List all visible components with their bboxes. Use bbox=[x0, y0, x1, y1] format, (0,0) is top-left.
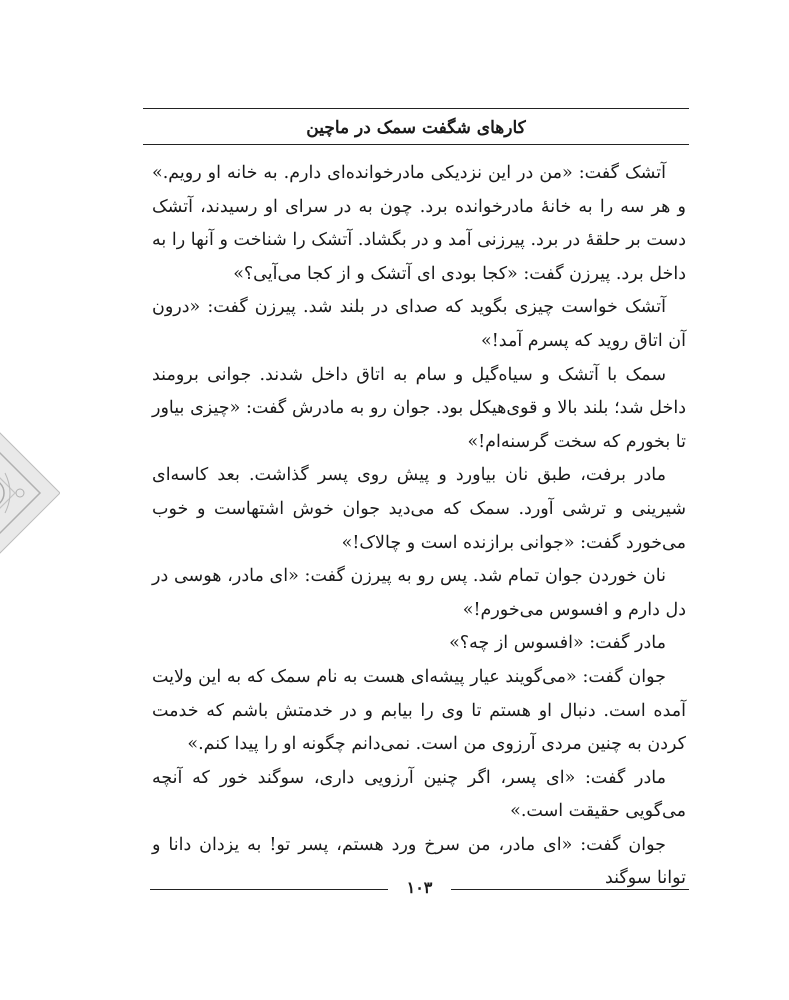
paragraph: مادر برفت، طبق نان بیاورد و پیش روی پسر گذاشت. بعد کاسه‌ای شیرینی و ترشی آورد. سمک که می‌دید جوان خوش اشتهاست و خوب می‌خورد گفت: «جوانی برازنده است و چالاک!» bbox=[152, 465, 686, 553]
header-bottom-rule bbox=[143, 144, 689, 145]
footer-right-rule bbox=[451, 889, 689, 890]
footer-left-rule bbox=[150, 889, 388, 890]
page-footer bbox=[150, 878, 689, 900]
body-text bbox=[152, 157, 686, 896]
arabesque-ornament-icon bbox=[0, 393, 60, 593]
paragraph: نان خوردن جوان تمام شد. پس رو به پیرزن گفت: «ای مادر، هوسی در دل دارم و افسوس می‌خورم!» bbox=[152, 566, 686, 620]
page-number: ۱۰۳ bbox=[406, 878, 433, 897]
paragraph: مادر گفت: «ای پسر، اگر چنین آرزویی داری، سوگند خور که آنچه می‌گویی حقیقت است.» bbox=[152, 767, 686, 822]
paragraph: مادر گفت: «افسوس از چه؟» bbox=[449, 633, 666, 654]
running-header-title: کارهای شگفت سمک در ماچین bbox=[306, 118, 526, 138]
paragraph: آتشک خواست چیزی بگوید که صدای در بلند شد. پیرزن گفت: «درون آن اتاق روید که پسرم آمد!» bbox=[152, 297, 686, 351]
paragraph: جوان گفت: «می‌گویند عیار پیشه‌ای هست به نام سمک که به این ولایت آمده است. دنبال او هستم تا وی را بیابم و در خدمتش باشم که خدمت کردن به چنین مردی آرزوی من است. نمی‌دانم چگونه او را پیدا کنم.» bbox=[152, 666, 686, 755]
paragraph: آتشک گفت: «من در این نزدیکی مادرخوانده‌ای دارم. به خانه او رویم.» و هر سه را به خانهٔ مادرخوانده برد. چون به در سرای او رسیدند، آتشک دست بر حلقهٔ در برد. پیرزنی آمد و در بگشاد. آتشک را شناخت و آنها را به داخل برد. پیرزن گفت: «کجا بودی ای آتشک و از کجا می‌آیی؟» bbox=[152, 163, 686, 284]
paragraph: جوان گفت: «ای مادر، من سرخ ورد هستم، پسر تو! به یزدان دانا و توانا سوگند bbox=[152, 834, 686, 889]
paragraph: سمک با آتشک و سیاه‌گیل و سام به اتاق داخل شدند. جوانی برومند داخل شد؛ بلند بالا و قوی‌هیکل بود. جوان رو به مادرش گفت: «چیزی بیاور تا بخورم که سخت گرسنه‌ام!» bbox=[152, 364, 686, 452]
header-top-rule bbox=[143, 108, 689, 109]
